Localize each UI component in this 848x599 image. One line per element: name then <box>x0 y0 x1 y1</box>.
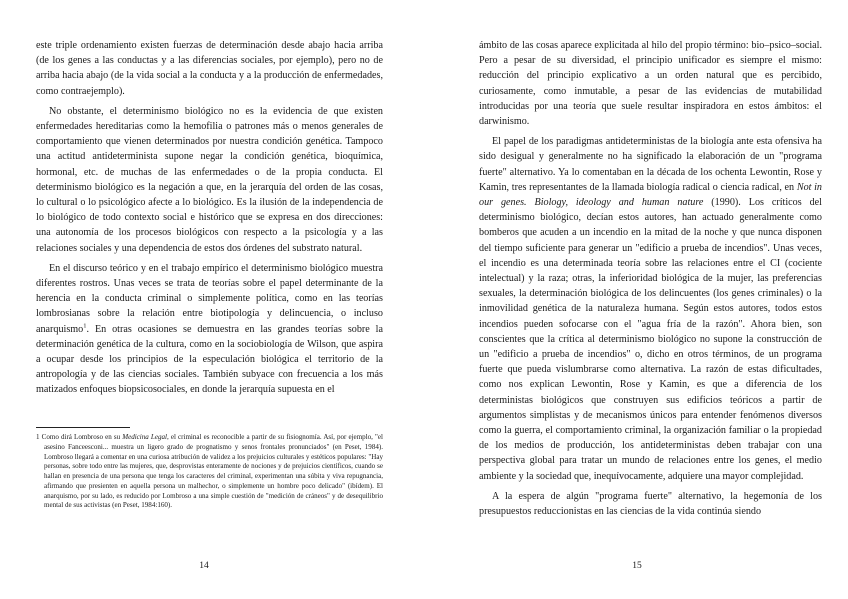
left-text-column <box>36 38 383 398</box>
body-paragraph: este triple ordenamiento existen fuerzas de determinación desde abajo hacia arriba (de los genes a las conductas y a las diferencias sociales, por ejemplo), pero no de arriba hacia abajo (de la vida social a la conducta y a la producción de enfermedades, como contraejemplo). <box>36 40 383 97</box>
body-paragraph: ámbito de las cosas aparece explicitada al hilo del propio término: bio–psico–social. Pero a pesar de su diversidad, el principio unificador es siempre el mismo: reducción del principio explicativo a un orden natural que es percibido, curiosamente, como inmutable, a pesar de las evidencias de mutabilidad introducidas por una teoría que suele resultar inspiradora en estos ámbitos: el darwinismo. <box>479 40 822 128</box>
body-paragraph: En el discurso teórico y en el trabajo empírico el determinismo biológico muestra diferentes rostros. Unas veces se trata de teorías sobre el papel determinante de la herencia en la conducta criminal o simplemente política, como en las teorías lombrosianas sobre la relación entre biotipología y delincuencia, o incluso anarquismo$^1$. En otras ocasiones se demuestra en las grandes teorías sobre la determinación genética de la cultura, como en la sociobiología de Wilson, que aspira a ocupar desde los principios de la especulación biológica el territorio de la antropología y de las ciencias sociales. También subyace con frecuencia a los más matizados enfoques biopsicosociales, en donde la jerarquía supuesta en el <box>36 262 383 396</box>
footnote-book-title: Medicina Legal <box>122 433 167 441</box>
cited-book-title: Not in our genes. Biology, ideology and human nature <box>479 181 822 209</box>
page-number: 15 <box>632 561 642 571</box>
footnote: 1 Como dirá Lombroso en su Medicina Legal, el criminal es reconocible a partir de su fisiognomía. Así, por ejemplo, "el asesino Fanceesconi... muestra un ligero grado de prognatismo y senos frontales pronunciados" (en Peset, 1984). Lombroso llegará a comentar en una curiosa atribución de validez a los prejuicios culturales y estéticos populares: "Hay personas, sobre todo entre las mujeres, que, desprovistas enteramente de nociones y de prejuicios científicos, cuando se hallan en presencia de una persona que tenga los caracteres del criminal, experimentan una súbita y viva repugnancia, afirmando que presienten en aquella persona un malhechor, o simplemente un hombre poco delicado" (ibídem). El anarquismo, por su lado, es reducido por Lombroso a una simple cuestión de "medición de cráneos" y de desequilibrio mental de sus activistas (en Peset, 1984:160). <box>36 433 383 510</box>
footnote-divider <box>36 427 130 428</box>
footnote-marker: 1 <box>36 433 40 441</box>
right-text-column <box>479 38 822 519</box>
body-paragraph: A la espera de algún "programa fuerte" alternativo, la hegemonía de los presupuestos reduccionistas en las ciencias de la vida continúa siendo <box>479 490 822 518</box>
page-number: 14 <box>199 561 209 571</box>
right-page <box>424 0 848 599</box>
body-paragraph: No obstante, el determinismo biológico no es la evidencia de que existen enfermedades hereditarias como la hemofilia o patrones más o menos generales de comportamiento que vienen determinados por nuestra condición genética. Tampoco una actitud antideterminista supone negar la condición genética, bioquímica, hormonal, etc. de muchas de las enfermedades o de la propia conducta. El determinismo biológico es la negación a que, en la jerarquía del orden de las cosas, lo cultural o lo psicológico afecte a lo biológico. Es la ilusión de la independencia de lo biológico de todo contexto social e histórico que se expresa en dos direcciones: una autonomía de los procesos biológicos con respecto a la psicología y a las relaciones sociales y una dependencia de estos dos órdenes del substrato natural. <box>36 105 383 254</box>
body-paragraph: El papel de los paradigmas antideterministas de la biología ante esta ofensiva ha sido desigual y generalmente no ha significado la elaboración de un "programa fuerte" alternativo. Ya lo comentaban en la década de los ochenta Lewontin, Rose y Kamin, tres representantes de la llamada biología radical o ciencia radical, en Not in our genes. Biology, ideology and human nature (1990). Los críticos del determinismo biológico, decían estos autores, han actuado generalmente como bomberos que acuden a un incendio en la mitad de la noche y que nunca disponen del tiempo suficiente para generar un "edificio a prueba de incendios". Unas veces, el incendio es una determinada teoría sobre las relaciones entre el CI (cociente intelectual) y la raza; otras, la inferioridad biológica de la mujer, las preferencias sexuales, la determinación biológica de los delincuentes (los genes criminales) o la inmovilidad genética de la naturaleza humana. Según estos autores, todos estos incendios pueden sofocarse con el "agua fría de la razón". Ahora bien, son conscientes que la crítica al determinismo biológico no supone la construcción de un "edificio a prueba de incendios" o, dicho en otros términos, de un programa fuerte que pueda vislumbrarse como alternativa. La razón de estas dificultades, como nos explican Lewontin, Rose y Kamin, es que a diferencia de los deterministas biológicos que construyen sus edificios teóricos a partir de argumentos simplistas y de mecanismos únicos para entender fenómenos diversos como la guerra, el comportamiento criminal, la organización familiar o la propiedad de los medios de producción, los antideterministas deben trabajar con una perspectiva global para tratar un mundo de relaciones entre los genes, el medio ambiente y la sociedad que, inequívocamente, adquiere una mayor complejidad. <box>479 136 822 482</box>
footnote-reference: 1 <box>83 322 87 330</box>
